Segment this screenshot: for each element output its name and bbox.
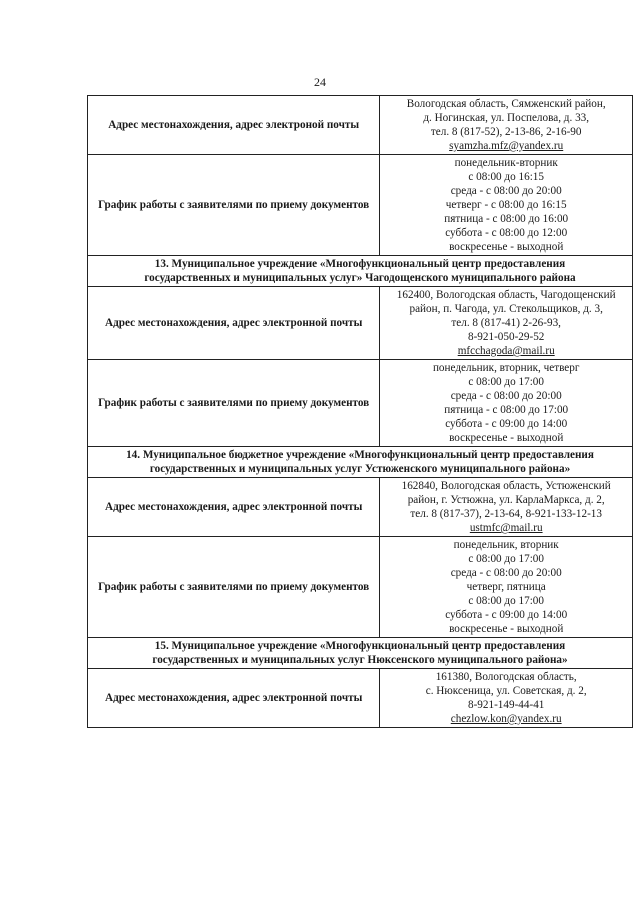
row-label: Адрес местонахождения, адрес электронной почты (88, 478, 380, 537)
value-line: понедельник, вторник, четверг (432, 362, 580, 374)
row-value (380, 669, 633, 728)
value-line: тел. 8 (817-52), 2-13-86, 2-16-90 (430, 126, 582, 138)
value-line: район, г. Устюжна, ул. КарлаМаркса, д. 2, (407, 494, 605, 506)
table-body (88, 96, 633, 728)
value-line: среда - с 08:00 до 20:00 (450, 390, 562, 402)
section-title (88, 638, 633, 669)
value-line: государственных и муниципальных услуг Устюженского муниципального района» (149, 463, 571, 475)
table-row (88, 360, 633, 447)
mfc-info-table (87, 95, 633, 728)
page-number: 24 (314, 75, 326, 89)
row-label: График работы с заявителями по приему документов (88, 360, 380, 447)
value-line: с 08:00 до 16:15 (468, 171, 544, 183)
value-line: 14. Муниципальное бюджетное учреждение «Многофункциональный центр предоставления (126, 449, 594, 461)
value-line: с. Нюксеница, ул. Советская, д. 2, (425, 685, 587, 697)
table-row (88, 155, 633, 256)
table-row (88, 478, 633, 537)
value-line: понедельник-вторник (454, 157, 558, 169)
value-line: 162400, Вологодская область, Чагодощенский (396, 289, 616, 301)
row-label: Адрес местонахождения, адрес электронной почты (88, 669, 380, 728)
section-header-row (88, 256, 633, 287)
email-text: mfcchagoda@mail.ru (457, 345, 555, 357)
section-title (88, 256, 633, 287)
value-line: понедельник, вторник (453, 539, 559, 551)
value-line: воскресенье - выходной (449, 432, 564, 444)
value-line: пятница - с 08:00 до 17:00 (444, 404, 569, 416)
value-line: Вологодская область, Сямженский район, (406, 98, 606, 110)
value-line: тел. 8 (817-41) 2-26-93, (451, 317, 561, 329)
email-text: chezlow.kon@yandex.ru (450, 713, 562, 725)
row-label: График работы с заявителями по приему документов (88, 155, 380, 256)
section-title (88, 447, 633, 478)
section-header-row (88, 447, 633, 478)
value-line: четверг, пятница (466, 581, 546, 593)
value-line: 8-921-149-44-41 (467, 699, 545, 711)
table-row (88, 669, 633, 728)
value-line: район, п. Чагода, ул. Стекольщиков, д. 3, (409, 303, 603, 315)
value-line: 15. Муниципальное учреждение «Многофункциональный центр предоставления (154, 640, 566, 652)
value-line: воскресенье - выходной (449, 623, 564, 635)
value-line: с 08:00 до 17:00 (468, 376, 544, 388)
value-line: 161380, Вологодская область, (435, 671, 577, 683)
value-line: четверг - с 08:00 до 16:15 (445, 199, 567, 211)
row-label: Адрес местонахождения, адрес электроной почты (88, 96, 380, 155)
value-line: с 08:00 до 17:00 (468, 553, 544, 565)
value-line: суббота - с 09:00 до 14:00 (445, 609, 568, 621)
value-line: воскресенье - выходной (449, 241, 564, 253)
row-value (380, 478, 633, 537)
value-line: суббота - с 08:00 до 12:00 (445, 227, 568, 239)
value-line: суббота - с 09:00 до 14:00 (445, 418, 568, 430)
value-line: пятница - с 08:00 до 16:00 (444, 213, 569, 225)
row-value (380, 360, 633, 447)
value-line: 13. Муниципальное учреждение «Многофункциональный центр предоставления (154, 258, 566, 270)
value-line: государственных и муниципальных услуг Нюксенского муниципального района» (152, 654, 568, 666)
row-value (380, 155, 633, 256)
value-line: государственных и муниципальных услуг» Чагодощенского муниципального района (144, 272, 576, 284)
value-line: д. Ногинская, ул. Поспелова, д. 33, (423, 112, 590, 124)
value-line: среда - с 08:00 до 20:00 (450, 567, 562, 579)
table-row (88, 537, 633, 638)
value-line: 162840, Вологодская область, Устюженский (401, 480, 611, 492)
table-row (88, 287, 633, 360)
value-line: тел. 8 (817-37), 2-13-64, 8-921-133-12-13 (410, 508, 602, 520)
row-label: Адрес местонахождения, адрес электронной почты (88, 287, 380, 360)
value-line: среда - с 08:00 до 20:00 (450, 185, 562, 197)
email-text: syamzha.mfz@yandex.ru (449, 140, 564, 152)
section-header-row (88, 638, 633, 669)
value-line: с 08:00 до 17:00 (468, 595, 544, 607)
row-value (380, 287, 633, 360)
row-label: График работы с заявителями по приему документов (88, 537, 380, 638)
email-text: ustmfc@mail.ru (469, 522, 543, 534)
row-value (380, 537, 633, 638)
table-row (88, 96, 633, 155)
row-value (380, 96, 633, 155)
value-line: 8-921-050-29-52 (467, 331, 545, 343)
